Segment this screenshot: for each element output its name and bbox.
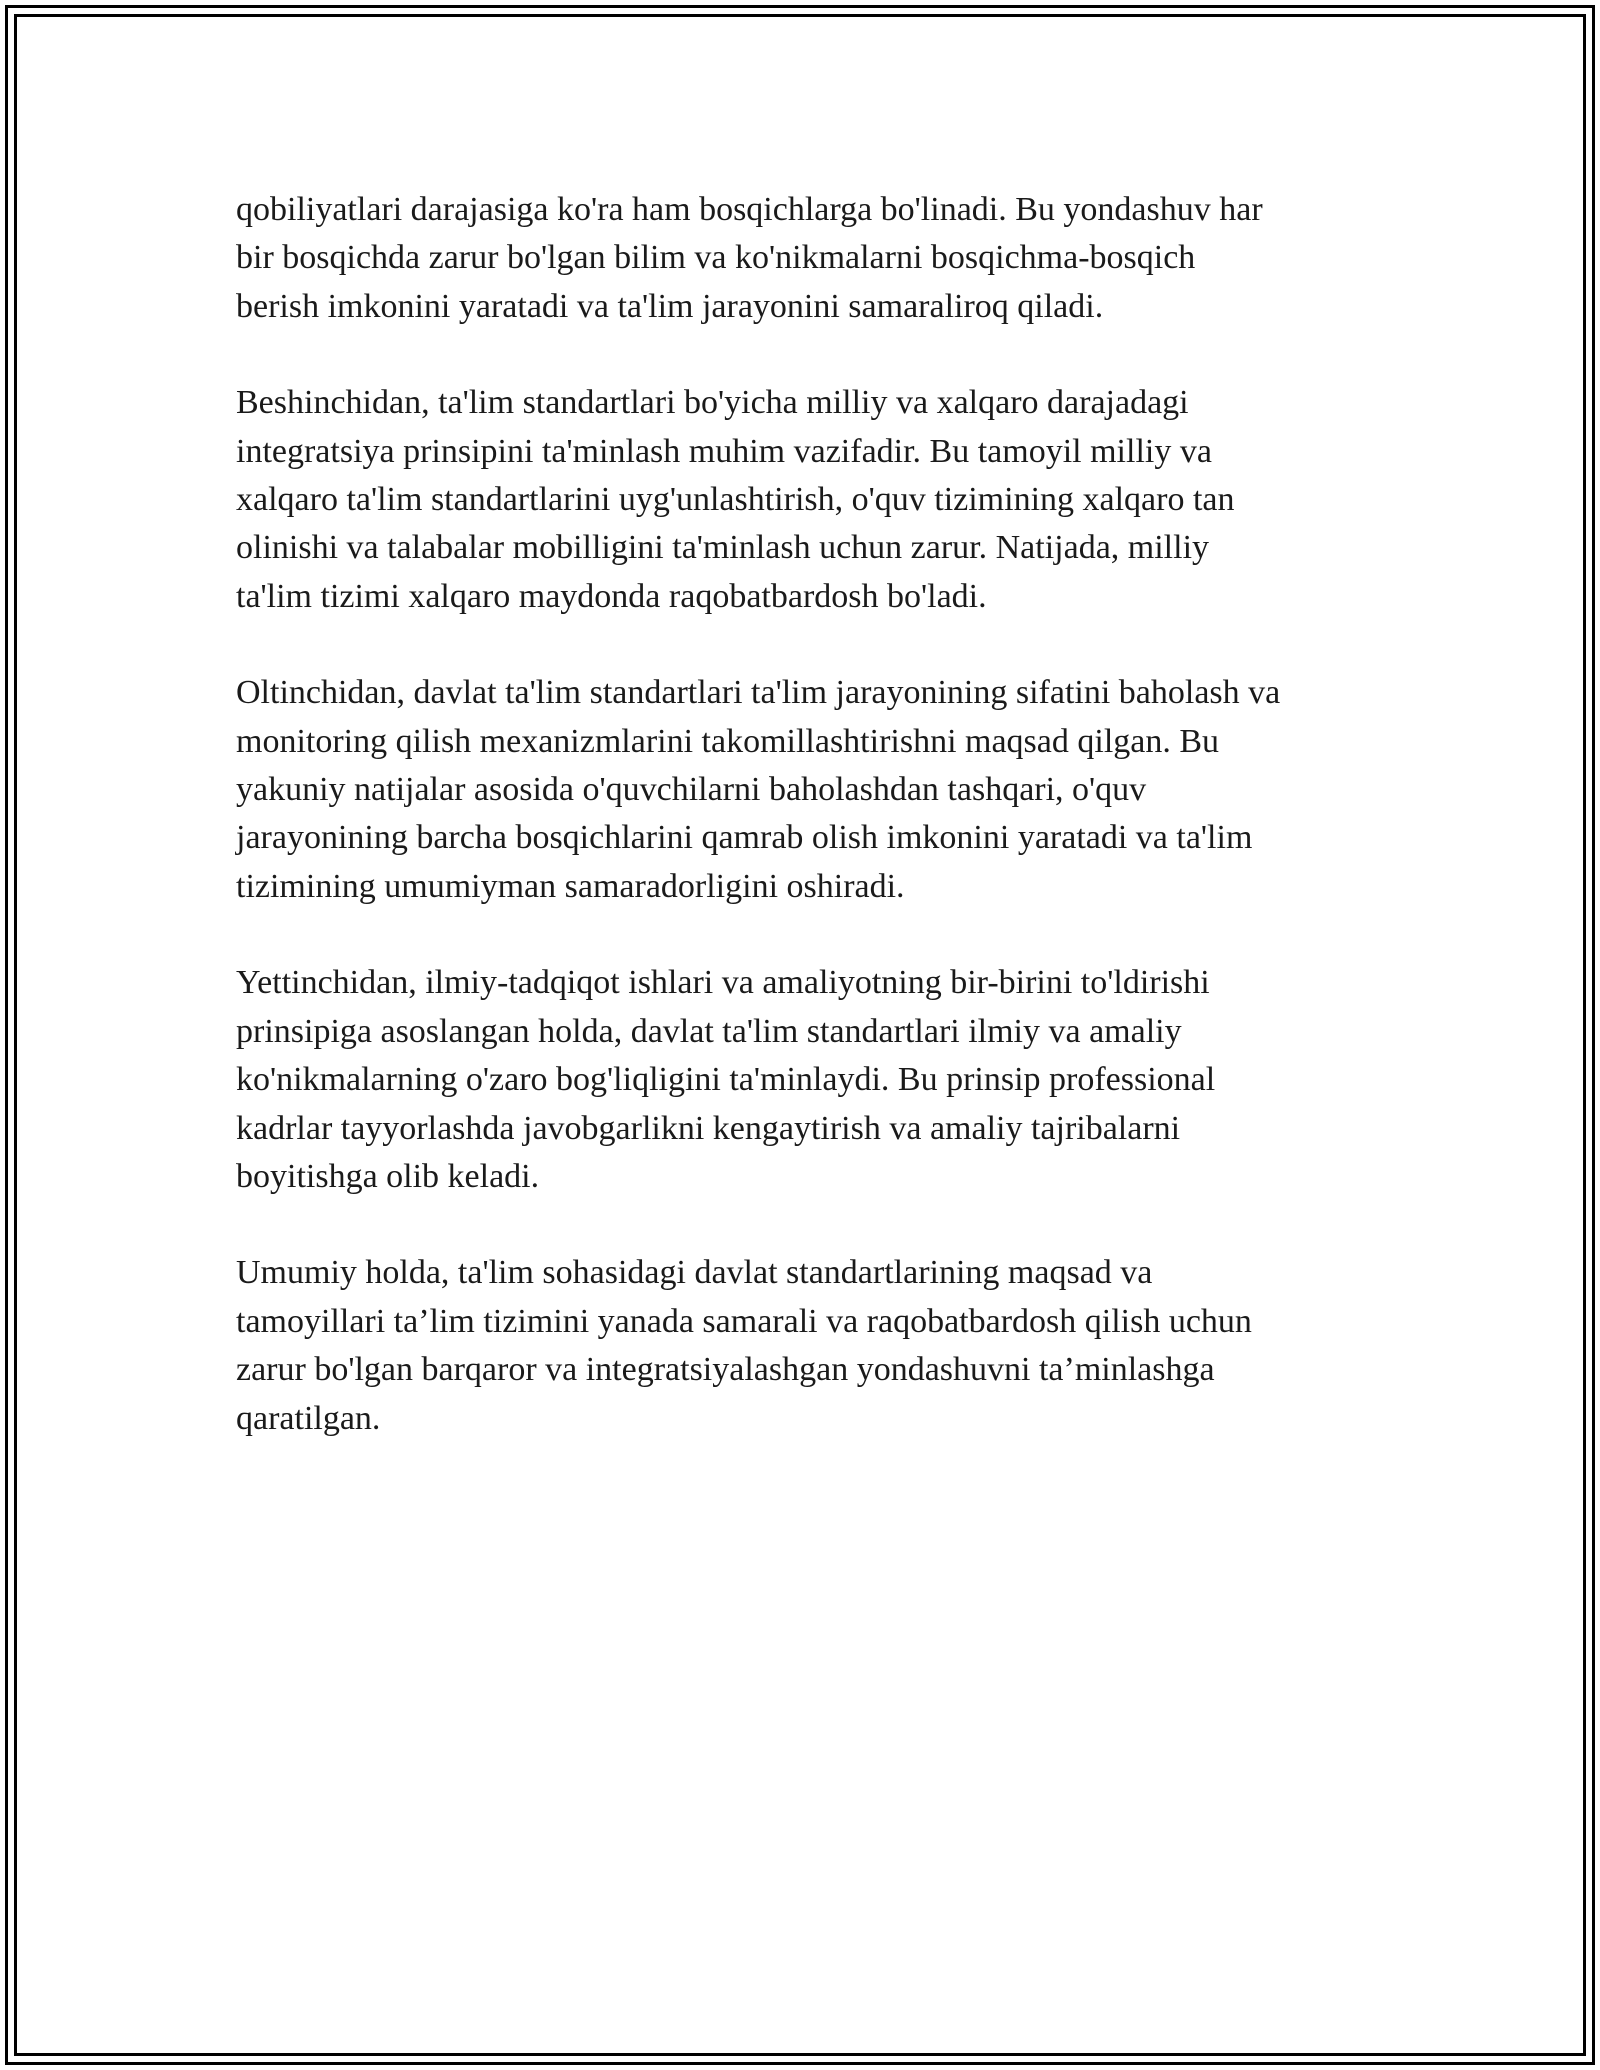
text-line: xalqaro ta'lim standartlarini uyg'unlashtirish, o'quv tizimining xalqaro tan: [236, 481, 1235, 519]
text-line: tizimining umumiyman samaradorligini oshiradi.: [236, 867, 905, 905]
text-line: Oltinchidan, davlat ta'lim standartlari ta'lim jarayonining sifatini baholash va: [236, 674, 1281, 712]
text-line: qaratilgan.: [236, 1399, 381, 1437]
text-line: ta'lim tizimi xalqaro maydonda raqobatbardosh bo'ladi.: [236, 577, 987, 615]
paragraph-umumiy-holda: [236, 1249, 1386, 1443]
text-line: berish imkonini yaratadi va ta'lim jarayonini samaraliroq qiladi.: [236, 287, 1104, 325]
text-line: Yettinchidan, ilmiy-tadqiqot ishlari va amaliyotning bir-birini to'ldirishi: [236, 964, 1210, 1002]
paragraph-beshinchidan: [236, 379, 1386, 621]
text-line: integratsiya prinsipini ta'minlash muhim vazifadir. Bu tamoyil milliy va: [236, 432, 1212, 470]
text-line: Beshinchidan, ta'lim standartlari bo'yicha milliy va xalqaro darajadagi: [236, 384, 1189, 422]
text-line: monitoring qilish mexanizmlarini takomillashtirishni maqsad qilgan. Bu: [236, 722, 1220, 760]
text-line: jarayonining barcha bosqichlarini qamrab olish imkonini yaratadi va ta'lim: [236, 819, 1253, 857]
text-line: boyitishga olib keladi.: [236, 1157, 540, 1195]
text-line: ko'nikmalarning o'zaro bog'liqligini ta'minlaydi. Bu prinsip professional: [236, 1061, 1216, 1099]
text-line: Umumiy holda, ta'lim sohasidagi davlat standartlarining maqsad va: [236, 1254, 1153, 1292]
paragraph-continuation: [236, 186, 1386, 331]
text-line: prinsipiga asoslangan holda, davlat ta'lim standartlari ilmiy va amaliy: [236, 1012, 1182, 1050]
paragraph-yettinchidan: [236, 959, 1386, 1201]
text-line: bir bosqichda zarur bo'lgan bilim va ko'nikmalarni bosqichma-bosqich: [236, 239, 1196, 277]
text-line: kadrlar tayyorlashda javobgarlikni kengaytirish va amaliy tajribalarni: [236, 1109, 1181, 1147]
paragraph-oltinchidan: [236, 669, 1386, 911]
text-line: qobiliyatlari darajasiga ko'ra ham bosqichlarga bo'linadi. Bu yondashuv har: [236, 191, 1263, 228]
text-line: tamoyillari ta’lim tizimini yanada samarali va raqobatbardosh qilish uchun: [236, 1302, 1252, 1340]
text-line: olinishi va talabalar mobilligini ta'minlash uchun zarur. Natijada, milliy: [236, 529, 1210, 567]
document-body: [236, 186, 1386, 1491]
text-line: yakuniy natijalar asosida o'quvchilarni baholashdan tashqari, o'quv: [236, 771, 1147, 809]
text-line: zarur bo'lgan barqaror va integratsiyalashgan yondashuvni ta’minlashga: [236, 1351, 1215, 1389]
